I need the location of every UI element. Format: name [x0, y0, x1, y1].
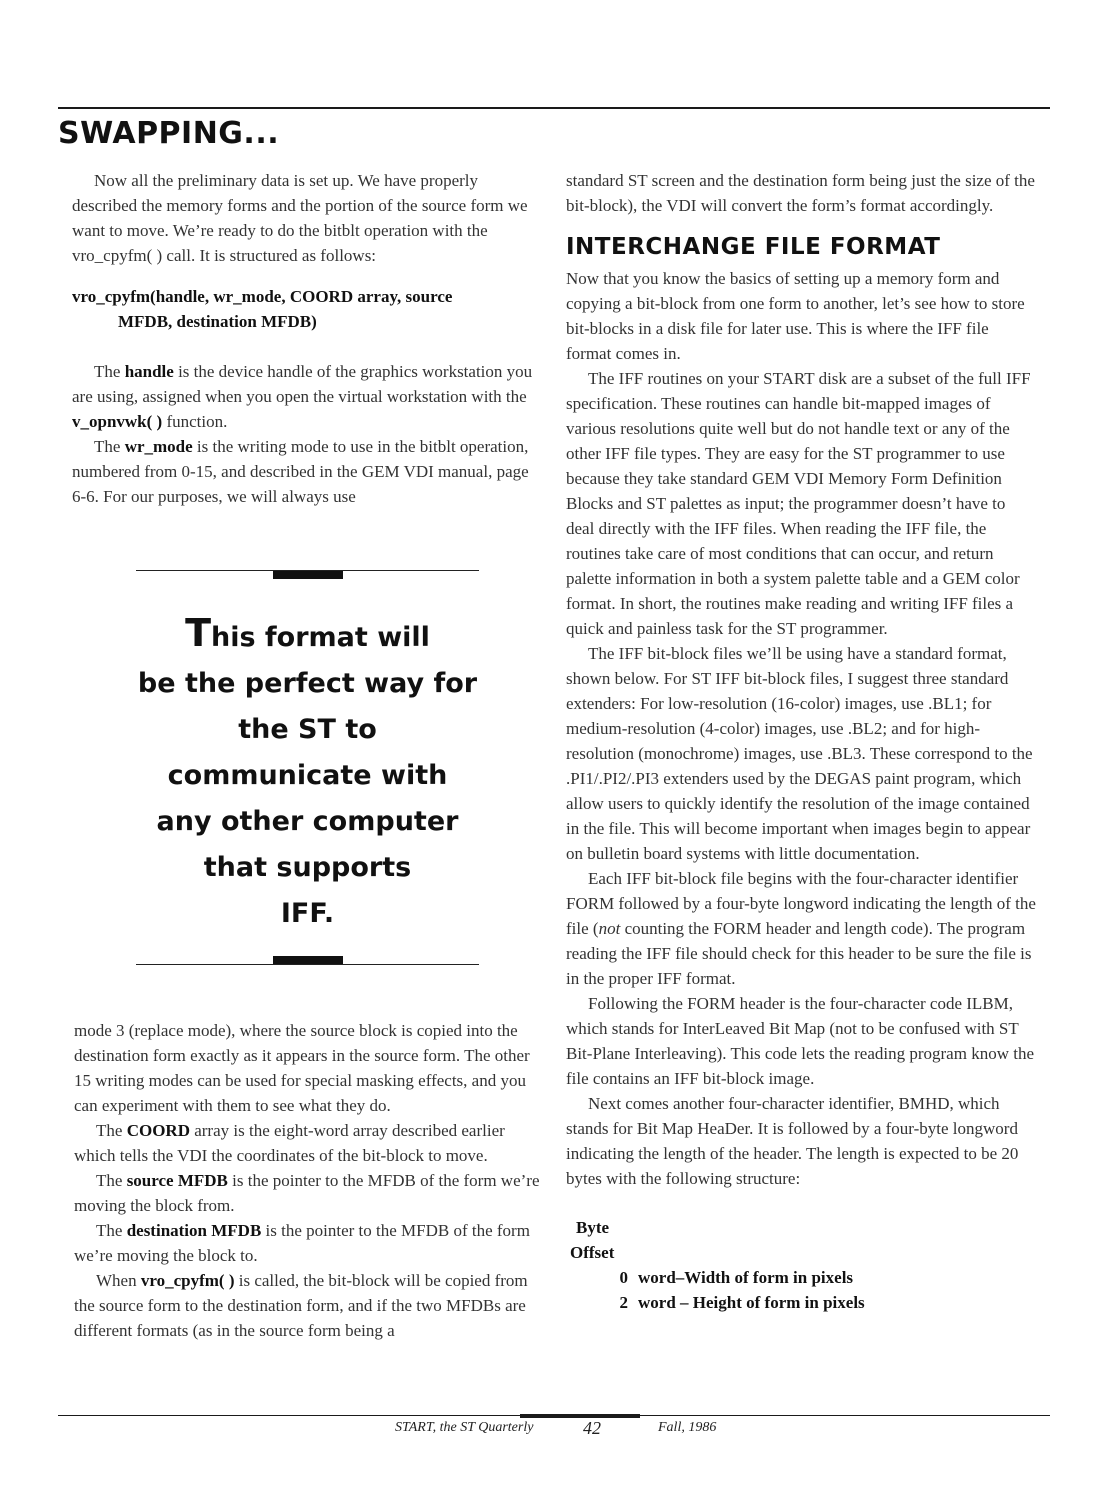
right-continuation: standard ST screen and the destination form being just the size of the bit-block), the VDI will convert the form’s format accordingly. — [566, 171, 1035, 215]
footer-magazine: START, the ST Quarterly — [395, 1420, 534, 1435]
offset-table — [566, 1215, 1036, 1315]
pullquote-line-2: be the perfect way for — [137, 668, 478, 699]
term-vro-cpyfm: vro_cpyfm( ) — [140, 1271, 235, 1290]
left-column-top — [72, 168, 540, 509]
term-handle: handle — [124, 362, 174, 381]
pullquote — [136, 610, 479, 937]
term-destination-mfdb: destination MFDB — [126, 1221, 262, 1240]
pullquote-bottom-rule — [136, 964, 479, 965]
iff-subheading: INTERCHANGE FILE FORMAT — [566, 234, 941, 260]
wrmode-paragraph: The wr_mode is the writing mode to use in the bitblt operation, numbered from 0-15, and described in the GEM VDI manual, page 6-6. For our purposes, we will always use — [72, 437, 529, 506]
coord-paragraph: The COORD array is the eight-word array described earlier which tells the VDI the coordinates of the bit-block to move. — [74, 1121, 505, 1165]
offset-header-offset: Offset — [570, 1243, 615, 1262]
pullquote-line-3: the ST to — [238, 714, 377, 745]
handle-paragraph: The handle is the device handle of the graphics workstation you are using, assigned when you open the virtual workstation with the v_opnvwk( ) function. — [72, 362, 533, 431]
footer-issue: Fall, 1986 — [658, 1420, 717, 1435]
term-source-mfdb: source MFDB — [126, 1171, 228, 1190]
pullquote-line-6: that supports — [203, 852, 412, 883]
section-heading: SWAPPING... — [58, 116, 280, 151]
term-coord: COORD — [126, 1121, 190, 1140]
pullquote-line-7: IFF. — [280, 898, 335, 929]
pullquote-line-1: This format will — [185, 611, 430, 655]
signature-line-2: MFDB, destination MFDB) — [118, 312, 317, 331]
offset-row: 2 word – Height of form in pixels — [619, 1293, 865, 1312]
iff-paragraph-3: The IFF bit-block files we’ll be using have a standard format, shown below. For ST IFF bit-block files, I suggest three standard extenders: For low-resolution (16-color) images, use .BL1; for medium-resolution (4-color) images, use .BL2; and for high-resolution (monochrome) images, use .BL3. These correspond to the .PI1/.PI2/.PI3 extenders used by the DEGAS paint program, which allow users to quickly identify the resolution of the image contained in the file. This will become important when images begin to appear on bulletin board systems with little documentation. — [566, 644, 1033, 863]
top-rule — [58, 107, 1050, 109]
footer-page-number: 42 — [583, 1418, 601, 1438]
function-signature — [72, 284, 540, 334]
mode3-paragraph: mode 3 (replace mode), where the source block is copied into the destination form exactly as it appears in the source form. The other 15 writing modes can be used for special masking effects, and you can experiment with them to see what they do. — [74, 1021, 530, 1115]
when-paragraph: When vro_cpyfm( ) is called, the bit-block will be copied from the source form to the destination form, and if the two MFDBs are different formats (as in the source form being a — [74, 1271, 528, 1340]
left-column-bottom — [74, 1018, 540, 1343]
iff-paragraph-2: The IFF routines on your START disk are a subset of the full IFF specification. These routines can handle bit-mapped images of various resolutions quite well but do not handle text or any of the other IFF file types. They are easy for the ST programmer to use because they take standard GEM VDI Memory Form Definition Blocks and ST palettes as input; the programmer doesn’t have to deal directly with the IFF files. When reading the IFF file, the routines take care of most conditions that can occur, and return palette information in both a system palette table and a GEM color format. In short, the routines make reading and writing IFF files a quick and painless task for the ST programmer. — [566, 369, 1031, 638]
destination-paragraph: The destination MFDB is the pointer to the MFDB of the form we’re moving the block to. — [74, 1221, 530, 1265]
term-wrmode: wr_mode — [124, 437, 193, 456]
right-column — [566, 168, 1036, 1315]
offset-header-byte: Byte — [576, 1218, 610, 1237]
pullquote-bottom-bar — [273, 956, 343, 964]
emphasis-not: not — [598, 919, 621, 938]
iff-paragraph-6: Next comes another four-character identifier, BMHD, which stands for Bit Map HeaDer. It is followed by a four-byte longword indicating the length of the header. The length is expected to be 20 bytes with the following structure: — [566, 1094, 1019, 1188]
term-opnvwk: v_opnvwk( ) — [72, 412, 163, 431]
offset-row: 0 word–Width of form in pixels — [619, 1268, 854, 1287]
pullquote-line-5: any other computer — [156, 806, 459, 837]
intro-paragraph: Now all the preliminary data is set up. We have properly described the memory forms and the portion of the source form we want to move. We’re ready to do the bitblt operation with the vro_cpyfm( ) call. It is structured as follows: — [72, 171, 528, 265]
iff-paragraph-1: Now that you know the basics of setting up a memory form and copying a bit-block from one form to another, let’s see how to store bit-blocks in a disk file for later use. This is where the IFF file format comes in. — [566, 269, 1025, 363]
pullquote-top-bar — [273, 571, 343, 579]
bottom-rule-bar — [520, 1414, 640, 1418]
iff-paragraph-4: Each IFF bit-block file begins with the four-character identifier FORM followed by a four-byte longword indicating the length of the file (not counting the FORM header and length code). The program reading the IFF file should check for this header to be sure the file is in the proper IFF format. — [566, 869, 1036, 988]
signature-line-1: vro_cpyfm(handle, wr_mode, COORD array, source — [72, 287, 453, 306]
iff-paragraph-5: Following the FORM header is the four-character code ILBM, which stands for InterLeaved Bit Map (not to be confused with ST Bit-Plane Interleaving). This code lets the reading program know the file contains an IFF bit-block image. — [566, 994, 1034, 1088]
source-paragraph: The source MFDB is the pointer to the MFDB of the form we’re moving the block from. — [74, 1171, 540, 1215]
pullquote-line-4: communicate with — [167, 760, 448, 791]
